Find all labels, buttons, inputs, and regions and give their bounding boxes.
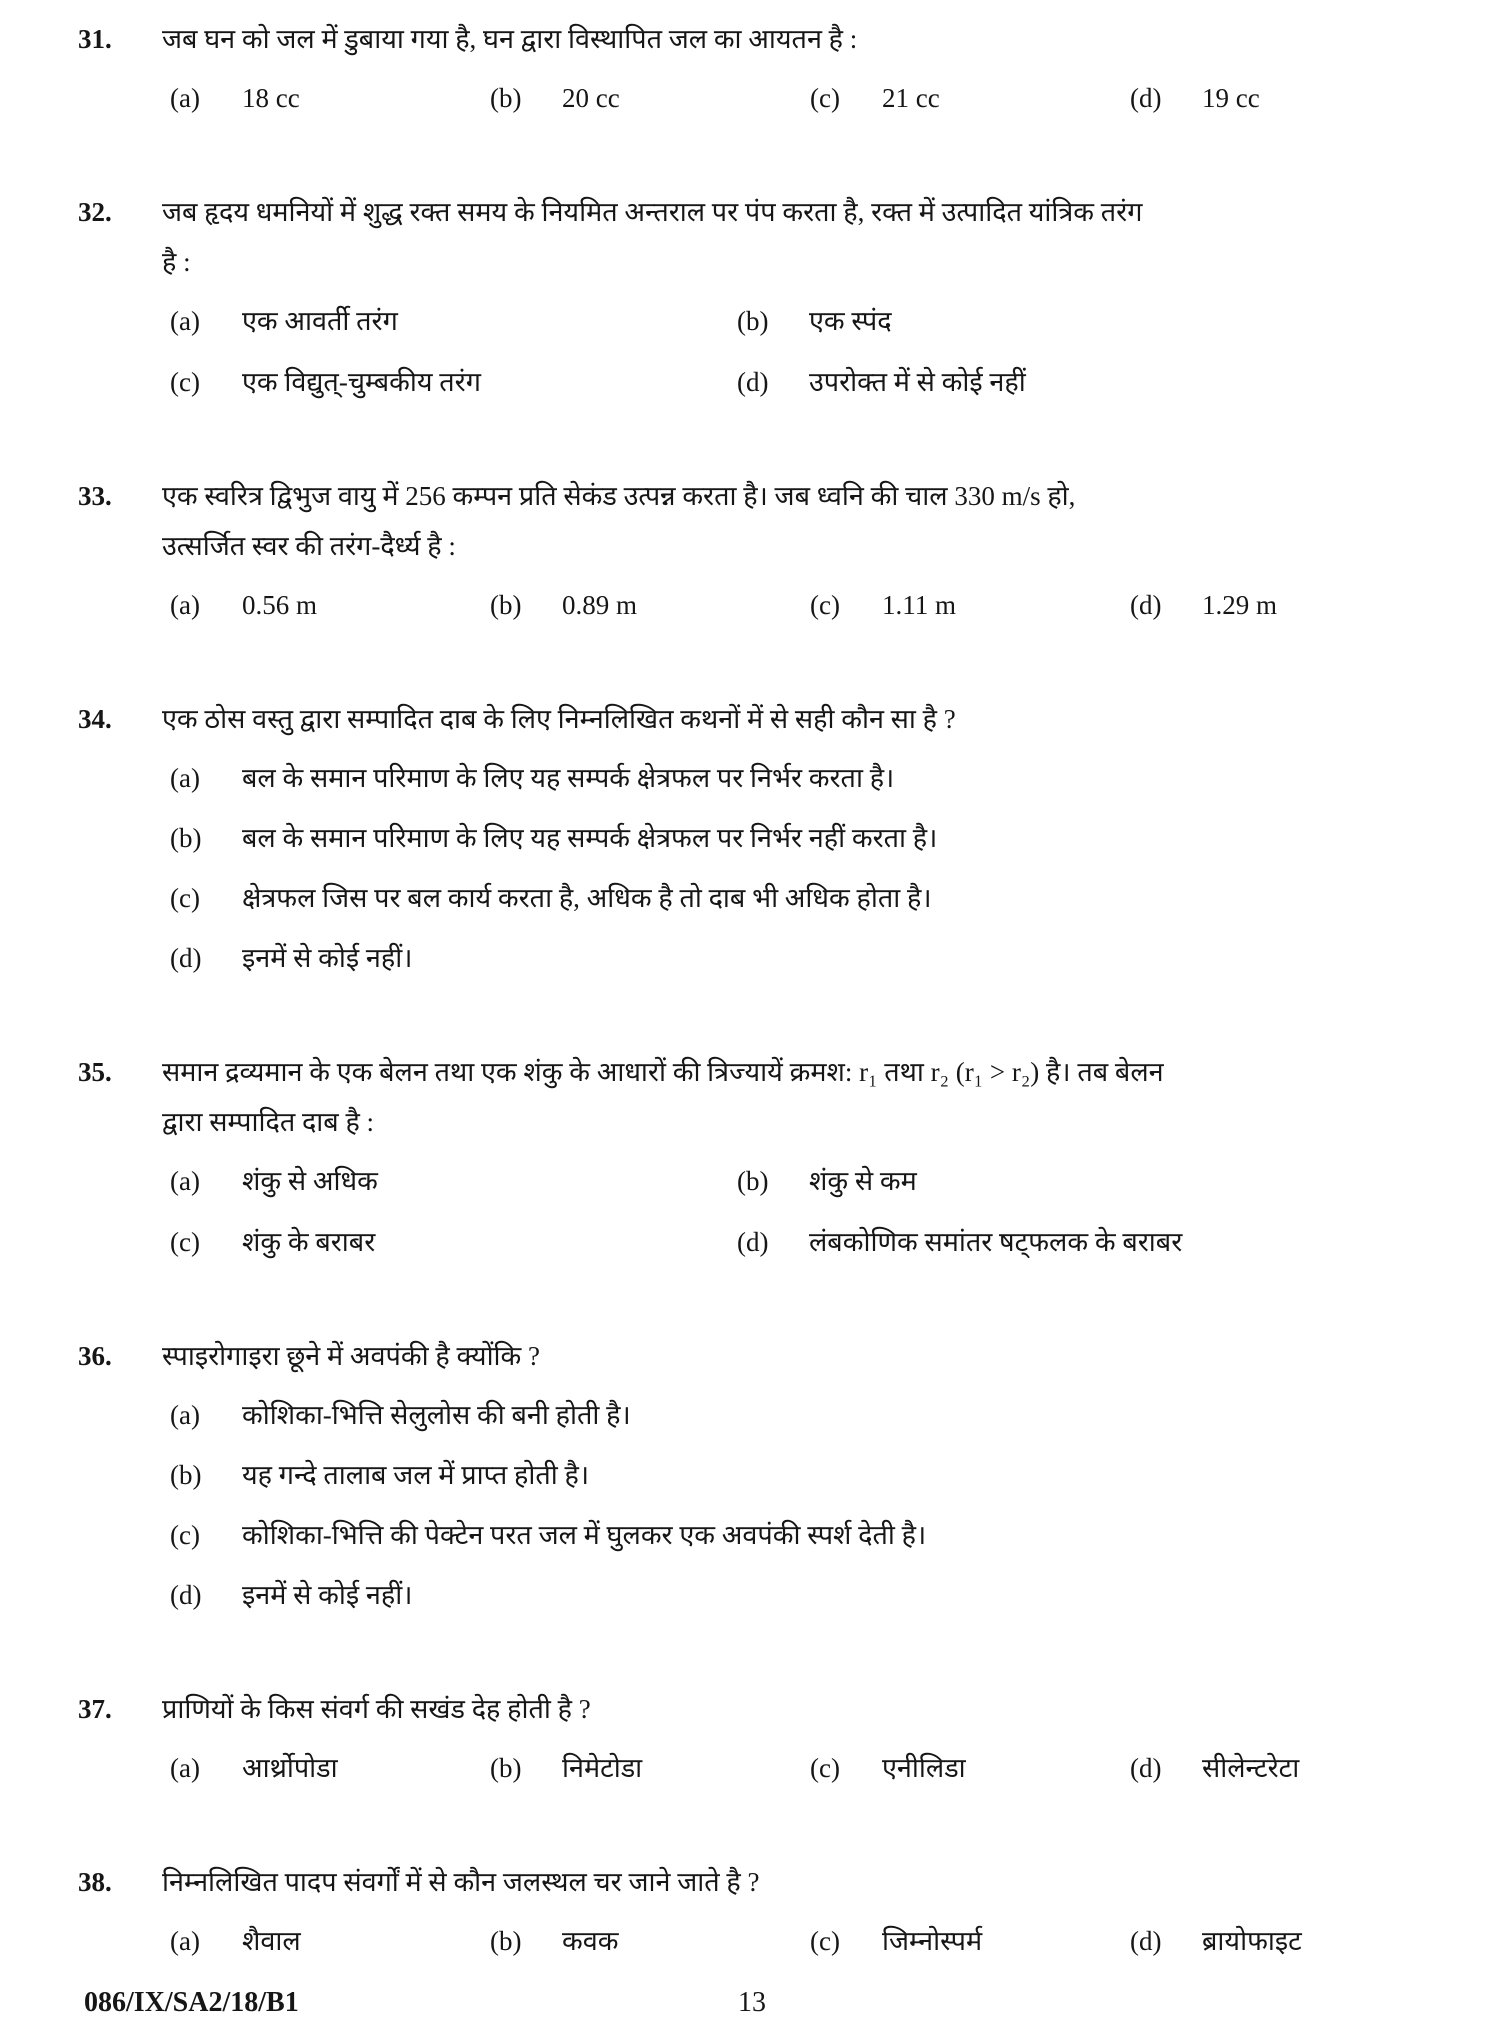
option-c bbox=[162, 1510, 1452, 1560]
option-d bbox=[737, 357, 1452, 407]
option-label: (d) bbox=[737, 1227, 769, 1257]
option-label: (a) bbox=[170, 1400, 200, 1430]
option-text: एक आवर्ती तरंग bbox=[242, 306, 398, 336]
option-c bbox=[162, 873, 1452, 923]
option-d bbox=[162, 933, 1452, 983]
option-b bbox=[162, 813, 1452, 863]
option-a bbox=[162, 1390, 1452, 1440]
option-text: क्षेत्रफल जिस पर बल कार्य करता है, अधिक है तो दाब भी अधिक होता है। bbox=[242, 883, 932, 913]
option-text: शैवाल bbox=[242, 1926, 301, 1956]
option-label: (b) bbox=[737, 1166, 769, 1196]
option-label: (b) bbox=[737, 306, 769, 336]
option-label: (c) bbox=[810, 1926, 840, 1956]
option-b bbox=[490, 73, 810, 123]
options-list bbox=[162, 1390, 1452, 1620]
question-number: 32. bbox=[78, 197, 112, 227]
question-text: स्पाइरोगाइरा छूने में अवपंकी है क्योंकि ? bbox=[162, 1341, 541, 1371]
option-a bbox=[170, 1916, 490, 1966]
paper-code: 086/IX/SA2/18/B1 bbox=[84, 1987, 299, 2018]
question-37 bbox=[0, 1684, 1504, 1793]
option-text: जिम्नोस्पर्म bbox=[882, 1926, 983, 1956]
option-c bbox=[170, 1217, 737, 1267]
options-grid bbox=[162, 296, 1452, 407]
option-b bbox=[162, 1450, 1452, 1500]
question-number: 36. bbox=[78, 1341, 112, 1371]
option-text: लंबकोणिक समांतर षट्फलक के बराबर bbox=[809, 1227, 1183, 1257]
option-d bbox=[162, 1570, 1452, 1620]
option-label: (c) bbox=[170, 367, 200, 397]
option-b bbox=[490, 1916, 810, 1966]
option-b bbox=[737, 296, 1452, 346]
option-label: (a) bbox=[170, 306, 200, 336]
question-number: 35. bbox=[78, 1057, 112, 1087]
option-text: ब्रायोफाइट bbox=[1202, 1926, 1302, 1956]
option-text: 0.56 m bbox=[242, 590, 318, 620]
question-text: है : bbox=[162, 247, 191, 277]
question-text: एक स्वरित्र द्विभुज वायु में 256 कम्पन प्रति सेकंड उत्पन्न करता है। जब ध्वनि की चाल 330 m/s हो, bbox=[162, 481, 1076, 511]
question-text: उत्सर्जित स्वर की तरंग-दैर्ध्य है : bbox=[162, 531, 456, 561]
question-text: द्वारा सम्पादित दाब है : bbox=[162, 1107, 375, 1137]
option-label: (c) bbox=[810, 83, 840, 113]
option-label: (c) bbox=[170, 1520, 200, 1550]
option-label: (c) bbox=[170, 883, 200, 913]
question-text: जब घन को जल में डुबाया गया है, घन द्वारा विस्थापित जल का आयतन है : bbox=[162, 24, 858, 54]
option-label: (b) bbox=[490, 590, 522, 620]
option-b bbox=[490, 580, 810, 630]
option-d bbox=[1130, 1916, 1452, 1966]
option-label: (d) bbox=[1130, 1753, 1162, 1783]
option-text: बल के समान परिमाण के लिए यह सम्पर्क क्षेत्रफल पर निर्भर नहीं करता है। bbox=[242, 823, 938, 853]
option-label: (c) bbox=[810, 1753, 840, 1783]
question-number: 34. bbox=[78, 704, 112, 734]
option-text: कोशिका-भित्ति की पेक्टेन परत जल में घुलकर एक अवपंकी स्पर्श देती है। bbox=[242, 1520, 927, 1550]
option-c bbox=[810, 580, 1130, 630]
option-text: यह गन्दे तालाब जल में प्राप्त होती है। bbox=[242, 1460, 590, 1490]
option-text: शंकु के बराबर bbox=[242, 1227, 376, 1257]
question-32 bbox=[0, 187, 1504, 407]
question-number: 38. bbox=[78, 1867, 112, 1897]
option-text: इनमें से कोई नहीं। bbox=[242, 943, 413, 973]
option-text: 0.89 m bbox=[562, 590, 638, 620]
option-label: (d) bbox=[1130, 590, 1162, 620]
option-text: 19 cc bbox=[1202, 83, 1260, 113]
options-grid bbox=[162, 1156, 1452, 1267]
option-text: एनीलिडा bbox=[882, 1753, 966, 1783]
option-b bbox=[737, 1156, 1452, 1206]
option-text: निमेटोडा bbox=[562, 1753, 643, 1783]
option-d bbox=[1130, 73, 1452, 123]
option-text: सीलेन्टरेटा bbox=[1202, 1753, 1300, 1783]
question-35 bbox=[0, 1047, 1504, 1267]
question-number: 37. bbox=[78, 1694, 112, 1724]
option-a bbox=[170, 296, 737, 346]
option-d bbox=[1130, 580, 1452, 630]
option-c bbox=[810, 1743, 1130, 1793]
option-label: (a) bbox=[170, 763, 200, 793]
option-text: 21 cc bbox=[882, 83, 940, 113]
option-text: एक स्पंद bbox=[809, 306, 892, 336]
options-row bbox=[162, 73, 1452, 123]
option-a bbox=[170, 1156, 737, 1206]
option-label: (a) bbox=[170, 83, 200, 113]
option-label: (a) bbox=[170, 1166, 200, 1196]
question-36 bbox=[0, 1331, 1504, 1620]
option-text: बल के समान परिमाण के लिए यह सम्पर्क क्षेत्रफल पर निर्भर करता है। bbox=[242, 763, 895, 793]
page-number: 13 bbox=[738, 1987, 766, 2018]
option-label: (a) bbox=[170, 1753, 200, 1783]
option-label: (c) bbox=[810, 590, 840, 620]
question-38 bbox=[0, 1857, 1504, 1966]
option-label: (d) bbox=[737, 367, 769, 397]
option-a bbox=[170, 580, 490, 630]
option-label: (b) bbox=[490, 1926, 522, 1956]
option-text: उपरोक्त में से कोई नहीं bbox=[809, 367, 1026, 397]
options-list bbox=[162, 753, 1452, 983]
question-text: एक ठोस वस्तु द्वारा सम्पादित दाब के लिए निम्नलिखित कथनों में से सही कौन सा है ? bbox=[162, 704, 956, 734]
option-label: (b) bbox=[490, 1753, 522, 1783]
option-text: कवक bbox=[562, 1926, 619, 1956]
question-number: 33. bbox=[78, 481, 112, 511]
page-footer bbox=[0, 1978, 1504, 2028]
option-text: 1.29 m bbox=[1202, 590, 1278, 620]
option-b bbox=[490, 1743, 810, 1793]
question-text: प्राणियों के किस संवर्ग की सखंड देह होती है ? bbox=[162, 1694, 591, 1724]
option-c bbox=[810, 73, 1130, 123]
option-label: (d) bbox=[1130, 1926, 1162, 1956]
question-text: निम्नलिखित पादप संवर्गों में से कौन जलस्थल चर जाने जाते है ? bbox=[162, 1867, 760, 1897]
option-c bbox=[810, 1916, 1130, 1966]
option-text: 18 cc bbox=[242, 83, 300, 113]
option-d bbox=[737, 1217, 1452, 1267]
option-a bbox=[170, 73, 490, 123]
question-31 bbox=[0, 14, 1504, 123]
option-text: आर्थ्रोपोडा bbox=[242, 1753, 338, 1783]
question-text: समान द्रव्यमान के एक बेलन तथा एक शंकु के आधारों की त्रिज्यायें क्रमश: r₁ तथा r₂ (r₁ > r₂) है। तब बेलन bbox=[162, 1057, 1164, 1087]
option-label: (b) bbox=[490, 83, 522, 113]
options-row bbox=[162, 1743, 1452, 1793]
option-label: (a) bbox=[170, 590, 200, 620]
question-33 bbox=[0, 471, 1504, 630]
option-label: (c) bbox=[170, 1227, 200, 1257]
question-34 bbox=[0, 694, 1504, 983]
option-text: कोशिका-भित्ति सेलुलोस की बनी होती है। bbox=[242, 1400, 631, 1430]
option-a bbox=[162, 753, 1452, 803]
option-label: (d) bbox=[170, 943, 202, 973]
option-c bbox=[170, 357, 737, 407]
option-text: शंकु से कम bbox=[809, 1166, 917, 1196]
option-label: (b) bbox=[170, 1460, 202, 1490]
option-text: शंकु से अधिक bbox=[242, 1166, 378, 1196]
option-label: (a) bbox=[170, 1926, 200, 1956]
option-label: (d) bbox=[170, 1580, 202, 1610]
option-text: 1.11 m bbox=[882, 590, 956, 620]
option-text: 20 cc bbox=[562, 83, 620, 113]
question-number: 31. bbox=[78, 24, 112, 54]
options-row bbox=[162, 1916, 1452, 1966]
option-a bbox=[170, 1743, 490, 1793]
option-label: (b) bbox=[170, 823, 202, 853]
option-label: (d) bbox=[1130, 83, 1162, 113]
options-row bbox=[162, 580, 1452, 630]
option-text: इनमें से कोई नहीं। bbox=[242, 1580, 413, 1610]
option-d bbox=[1130, 1743, 1452, 1793]
question-text: जब हृदय धमनियों में शुद्ध रक्त समय के नियमित अन्तराल पर पंप करता है, रक्त में उत्पादित यांत्रिक तरंग bbox=[162, 197, 1143, 227]
option-text: एक विद्युत्-चुम्बकीय तरंग bbox=[242, 367, 481, 397]
